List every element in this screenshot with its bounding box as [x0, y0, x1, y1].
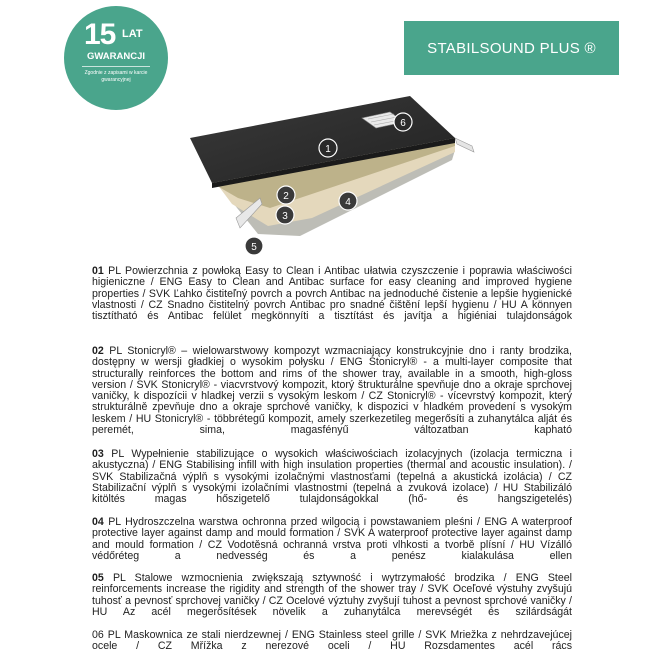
svg-text:1: 1 [325, 144, 331, 155]
product-name: STABILSOUND PLUS ® [427, 39, 596, 57]
warranty-label: GWARANCJI [86, 51, 146, 62]
description-number: 01 [92, 265, 104, 277]
steel-rod-back [455, 138, 474, 152]
description-text: PL Wypełnienie stabilizujące o wysokich właściwościach izolacyjnych (izolacja termiczna i akustyczna) / ENG Stabilising infill with high insulation properties (thermal and acoustic insulation). / SVK Stabilizačná výplň s vysokými izolačnými vlastnosťami (tepelná a akustická izolácia) / CZ Stabilizační výplň s vysokými izolačními vlastnostmi (tepelná a zvuková izolace) / HU Stabilizáló kitöltés magas hőszigetelő tulajdonságokkal (hő- és hangszigetelés) [92, 448, 572, 506]
warranty-note: Zgodnie z zapisami w karcie gwarancyjnej [84, 70, 148, 83]
callout-5 [245, 237, 263, 255]
callout-1 [319, 139, 337, 157]
svg-text:6: 6 [400, 118, 406, 129]
description-01 [92, 266, 572, 322]
description-04 [92, 517, 572, 562]
shower-tray-cross-section [0, 88, 665, 263]
description-text: PL Powierzchnia z powłoką Easy to Clean i Antibac ułatwia czyszczenie i poprawia właściwości higieniczne / ENG Easy to Clean and Antibac surface for easy cleaning and improved hygiene properties / SVK Ľahko čistiteľný povrch a povrch Antibac na jednoduché čistenie a lepšie hygienické vlastnosti / CZ Snadno čistitelný povrch Antibac pro snadné čištění lepší hygienu / HU A könnyen tisztítható és Antibac felület megkönnyíti a tisztítást és javítja a higiéniai tulajdonságok [92, 265, 572, 323]
callout-2 [277, 186, 295, 204]
warranty-unit: LAT [122, 28, 143, 40]
description-text: PL Stalowe wzmocnienia zwiększają sztywność i wytrzymałość brodzika / ENG Steel reinforcements increase the rigidity and strength of the shower tray / SVK Oceľové výstuhy zvyšujú tuhosť a pevnosť sprchovej vaničky / CZ Ocelové výztuhy zvyšují tuhost a pevnost sprchové vaničky / HU Az acél megerősítések növelik a zuhanytálca merevségét és szilárdságát [92, 572, 572, 618]
description-03 [92, 449, 572, 505]
description-number: 03 [92, 448, 104, 460]
description-number: 05 [92, 572, 104, 584]
svg-text:2: 2 [283, 191, 289, 202]
svg-text:3: 3 [282, 211, 288, 222]
description-text: PL Hydroszczelna warstwa ochronna przed wilgocią i powstawaniem pleśni / ENG A waterproof protective layer against damp and mould formation / SVK A waterproof protective layer against damp and mould formation / CZ Vodotěsná ochranná vrstva proti vlhkosti a tvorbě plísní / HU Vízálló védőréteg a nedvesség és a penész kialakulása ellen [92, 516, 572, 562]
description-number: 04 [92, 516, 104, 528]
warranty-years: 15 [84, 18, 116, 51]
badge-divider [82, 66, 150, 67]
callout-6 [394, 113, 412, 131]
description-number: 02 [92, 345, 104, 357]
description-06 [92, 630, 572, 653]
description-text: PL Maskownica ze stali nierdzewnej / ENG Stainless steel grille / SVK Mriežka z nehrdzavejúcej ocele / CZ Mřížka z nerezové oceli / HU Rozsdamentes acél rács [92, 629, 572, 653]
svg-text:4: 4 [345, 197, 351, 208]
description-text: PL Stonicryl® – wielowarstwowy kompozyt wzmacniający konstrukcyjnie dno i ranty brodzika, dostępny w wersji gładkiej o wysokim połysku / ENG Stonicryl® - a multi-layer composite that structurally reinforces the bottom and rims of the shower tray, available in a smooth, high-gloss version / SVK Stonicryl® - viacvrstvový kompozit, ktorý štrukturálne spevňuje dno a okraje sprchovej vaničky, k dispozícii v hladkej verzii s vysokým leskom / CZ Stonicryl® - vícevrstvý kompozit, který strukturálně zpevňuje dno a okraje sprchové vaničky, k dispozici v hladkém provedení s vysokým leskem / HU Stonicryl® - többrétegű kompozit, amely szerkezetileg megerősíti a zuhanytálca alját és peremét, sima, magasfényű változatban kapható [92, 345, 572, 437]
description-05 [92, 573, 572, 618]
description-02 [92, 346, 572, 436]
description-number: 06 [92, 629, 104, 641]
product-name-banner [404, 21, 619, 75]
svg-text:5: 5 [251, 242, 257, 253]
callout-3 [276, 206, 294, 224]
callout-4 [339, 192, 357, 210]
